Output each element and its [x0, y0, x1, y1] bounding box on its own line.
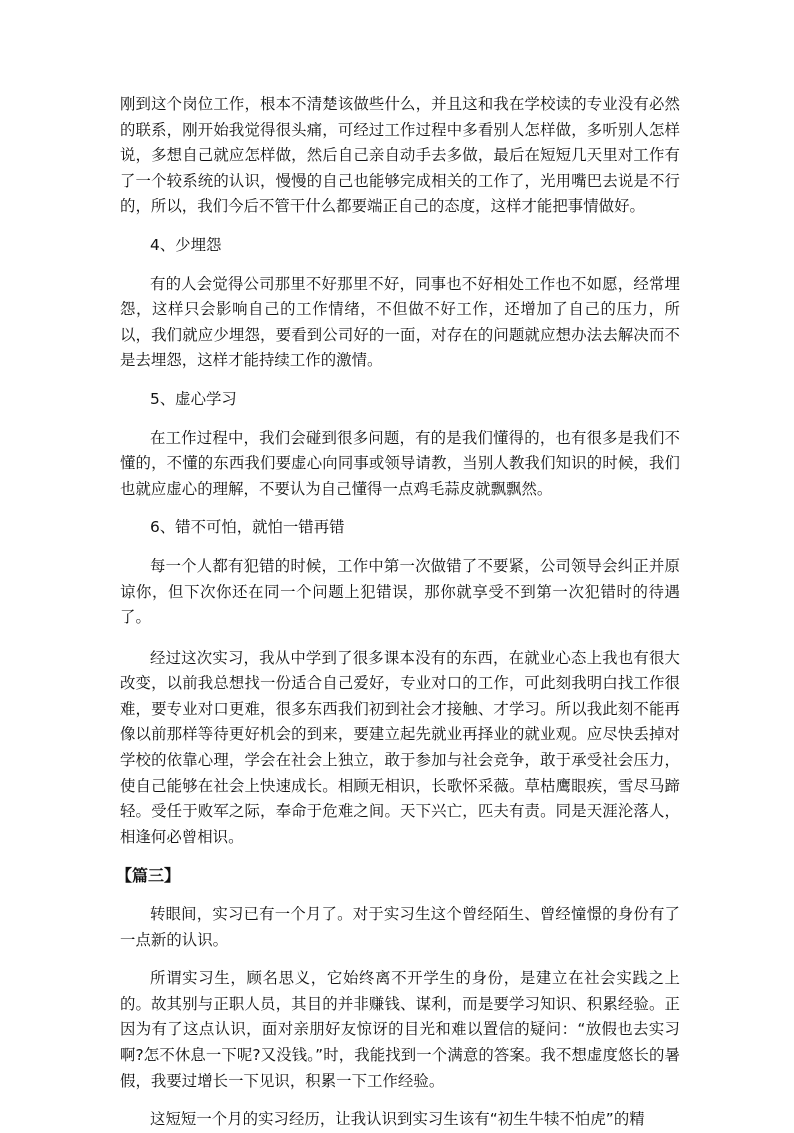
paragraph-intern-meaning: 所谓实习生，顾名思义，它始终离不开学生的身份，是建立在社会实践之上的。故其别与正职人员，其目的并非赚钱、谋利，而是要学习知识、积累经验。正因为有了这点认识，面对亲朋好友惊讶的目光和难以置信的疑问：“放假也去实习啊?怎不休息一下呢?又没钱。”时，我能找到一个满意的答案。我不想虚度悠长的暑假，我要过增长一下见识，积累一下工作经验。: [120, 969, 680, 1090]
section-title: 【篇三】: [116, 866, 181, 886]
paragraph-intro: 刚到这个岗位工作，根本不清楚该做些什么，并且这和我在学校读的专业没有必然的联系，刚开始我觉得很头痛，可经过工作过程中多看别人怎样做，多听别人怎样说，多想自己就应怎样做，然后自己亲自动手去多做，最后在短短几天里对工作有了一个较系统的认识，慢慢的自己也能够完成相关的工作了，光用嘴巴去说是不行的，所以，我们今后不管干什么都要端正自己的态度，这样才能把事情做好。: [120, 95, 680, 216]
paragraph-learn-humbly: 在工作过程中，我们会碰到很多问题，有的是我们懂得的，也有很多是我们不懂的，不懂的东西我们要虚心向同事或领导请教，当别人教我们知识的时候，我们也就应虚心的理解，不要认为自己懂得一点鸡毛蒜皮就飘飘然。: [120, 428, 680, 498]
paragraph-experience: 这短短一个月的实习经历，让我认识到实习生该有“初生牛犊不怕虎”的精: [150, 1110, 645, 1129]
document-page: [116, 92, 680, 1133]
heading-point-6: 6、错不可怕，就怕一错再错: [150, 518, 345, 537]
paragraph-one-month: 转眼间，实习已有一个月了。对于实习生这个曾经陌生、曾经憧憬的身份有了一点新的认识。: [120, 905, 680, 949]
heading-point-5: 5、虚心学习: [150, 389, 237, 408]
paragraph-mistakes: 每一个人都有犯错的时候，工作中第一次做错了不要紧，公司领导会纠正并原谅你，但下次你还在同一个问题上犯错误，那你就享受不到第一次犯错时的待遇了。: [120, 556, 680, 627]
paragraph-complain-less: 有的人会觉得公司那里不好那里不好，同事也不好相处工作也不如愿，经常埋怨，这样只会影响自己的工作情绪，不但做不好工作，还增加了自己的压力，所以，我们就应少埋怨，要看到公司好的一面，对存在的问题就应想办法去解决而不是去埋怨，这样才能持续工作的激情。: [120, 274, 680, 370]
heading-point-4: 4、少埋怨: [150, 235, 222, 254]
paragraph-conclusion: 经过这次实习，我从中学到了很多课本没有的东西，在就业心态上我也有很大改变，以前我总想找一份适合自己爱好，专业对口的工作，可此刻我明白找工作很难，要专业对口更难，很多东西我们初到社会才接触、才学习。所以我此刻不能再像以前那样等待更好机会的到来，要建立起先就业再择业的就业观。应尽快丢掉对学校的依靠心理，学会在社会上独立，敢于参加与社会竞争，敢于承受社会压力，使自己能够在社会上快速成长。相顾无相识，长歌怀采薇。草枯鹰眼疾，雪尽马蹄轻。受任于败军之际，奉命于危难之间。天下兴亡，匹夫有责。同是天涯沦落人，相逢何必曾相识。: [120, 648, 680, 846]
